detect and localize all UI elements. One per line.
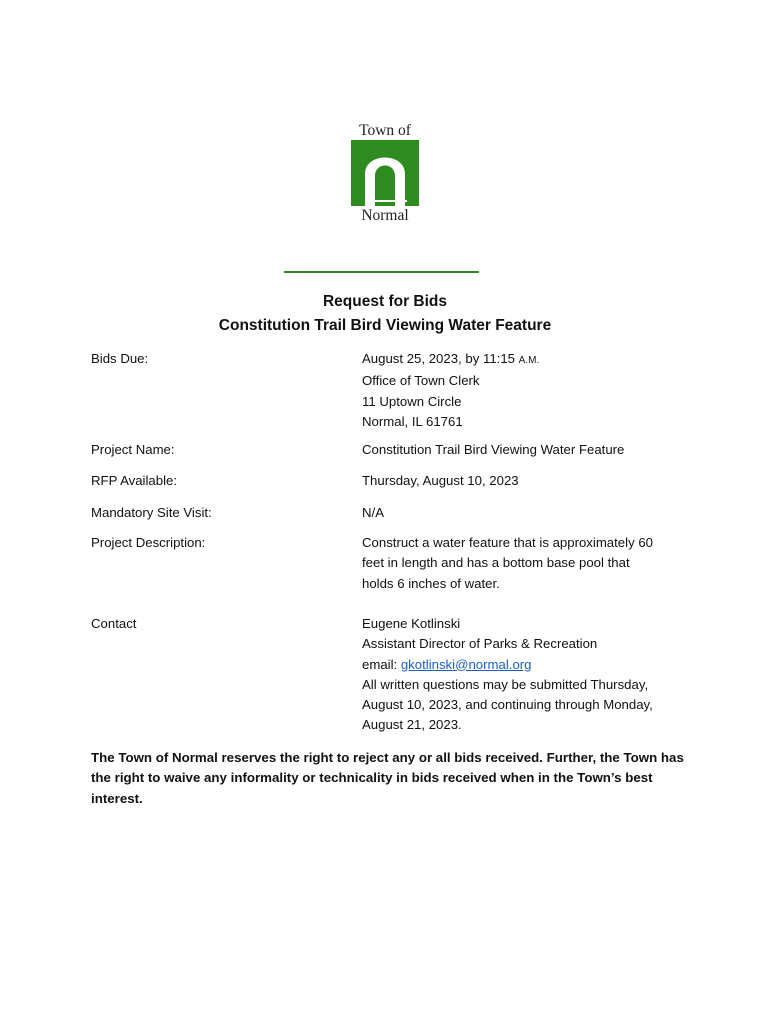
town-of-normal-logo [349,122,421,226]
project-name-label: Project Name: [91,442,175,457]
bids-due-line: 11 Uptown Circle [362,393,462,409]
header-divider [284,271,479,273]
bids-due-line: August 25, 2023, by 11:15 [362,351,519,366]
site-visit-value: N/A [362,505,384,520]
document-subtitle: Constitution Trail Bird Viewing Water Feature [218,317,552,334]
arch-logo-icon [351,140,419,206]
rfp-available-label: RFP Available: [91,473,178,488]
rfp-available-value: Thursday, August 10, 2023 [362,473,519,488]
description-line: holds 6 inches of water. [362,575,500,591]
contact-value [362,614,682,736]
description-line: feet in length and has a bottom base pool that [362,555,630,571]
contact-note-line: August 21, 2023. [362,717,462,733]
contact-name: Eugene Kotlinski [362,616,461,631]
contact-note-line: August 10, 2023, and continuing through Monday, [362,697,653,713]
logo-bottom-text: Normal [361,207,409,224]
contact-email-link[interactable]: gkotlinski@normal.org [400,656,532,672]
bids-due-value [362,349,682,432]
project-description-label: Project Description: [91,535,206,550]
project-name-value: Constitution Trail Bird Viewing Water Feature [362,442,625,457]
contact-label: Contact [91,616,137,631]
contact-note-line: All written questions may be submitted Thursday, [362,676,649,692]
document-title: Request for Bids [322,293,447,310]
project-description-value [362,533,682,594]
site-visit-label: Mandatory Site Visit: [91,505,212,520]
bids-due-line: Office of Town Clerk [362,373,480,389]
reservation-notice: The Town of Normal reserves the right to reject any or all bids received. Further, the Town has the right to waive any informality or technicality in bids received when in the Town’s best interest. [91,750,684,806]
email-label: email: [362,656,401,672]
bids-due-line: Normal, IL 61761 [362,413,463,429]
bids-due-time-suffix: A.M. [518,355,540,366]
contact-role: Assistant Director of Parks & Recreation [362,636,598,652]
logo-top-text: Town of [359,122,411,139]
bids-due-label: Bids Due: [91,351,149,366]
description-line: Construct a water feature that is approximately 60 [362,535,654,550]
